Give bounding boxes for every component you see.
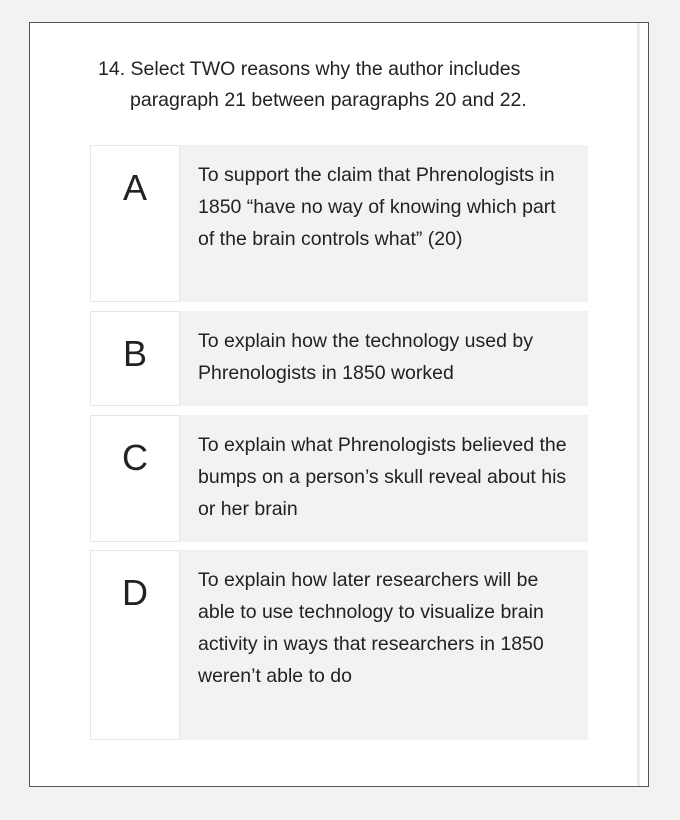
answer-option-b[interactable] [90,311,588,406]
answer-option-c[interactable] [90,415,588,542]
answer-option-a[interactable] [90,145,588,302]
option-letter: C [122,437,148,478]
option-text[interactable]: To explain how the technology used by Phrenologists in 1850 worked [180,311,588,406]
question-prompt [98,54,598,116]
option-text[interactable]: To explain what Phrenologists believed the bumps on a person’s skull reveal about his or her brain [180,415,588,542]
option-letter-cell[interactable] [90,415,180,542]
question-number: 14. [98,58,126,80]
option-letter-cell[interactable] [90,311,180,406]
option-letter: D [122,572,148,613]
question-line-2: paragraph 21 between paragraphs 20 and 22. [130,89,527,111]
option-text[interactable]: To explain how later researchers will be able to use technology to visualize brain activity in ways that researchers in 1850 weren’t able to do [180,550,588,740]
question-panel [29,22,649,787]
option-letter: B [122,333,147,374]
question-line-1: Select TWO reasons why the author includes [130,58,521,80]
scrollbar-track[interactable] [637,23,640,786]
option-letter-cell[interactable] [90,145,180,302]
option-letter: A [122,167,147,208]
option-text[interactable]: To support the claim that Phrenologists in 1850 “have no way of knowing which part of the brain controls what” (20) [180,145,588,302]
option-letter-cell[interactable] [90,550,180,740]
answer-option-d[interactable] [90,550,588,740]
